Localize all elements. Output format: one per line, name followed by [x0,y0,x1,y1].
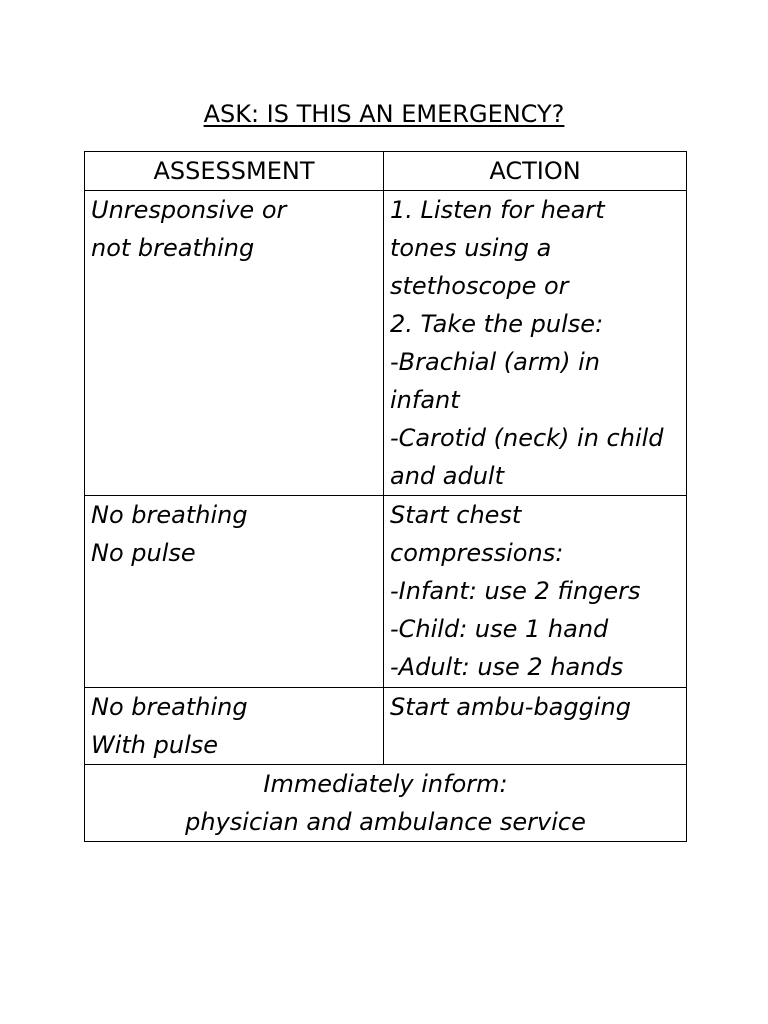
emergency-table [84,151,687,842]
page-title [0,97,768,131]
action-line: Start ambu-bagging [390,693,631,721]
action-line: stethoscope or [390,272,569,300]
action-line: infant [390,386,460,414]
assessment-line: No breathing [91,501,248,529]
assessment-cell [85,496,384,688]
assessment-line: No pulse [91,539,196,567]
footer-line: Immediately inform: [263,770,508,798]
assessment-cell [85,688,384,765]
action-line: -Child: use 1 hand [390,615,609,643]
action-cell [384,191,687,496]
page-title-text: ASK: IS THIS AN EMERGENCY? [203,100,565,128]
header-assessment: ASSESSMENT [85,152,384,191]
table-header-row [85,152,687,191]
action-line: -Brachial (arm) in [390,348,600,376]
action-line: tones using a [390,234,552,262]
assessment-line: not breathing [91,234,255,262]
header-action: ACTION [384,152,687,191]
footer-line: physician and ambulance service [185,808,586,836]
action-line: Start chest [390,501,522,529]
footer-cell [85,765,687,842]
action-cell [384,688,687,765]
assessment-line: Unresponsive or [91,196,287,224]
assessment-line: With pulse [91,731,219,759]
action-line: -Infant: use 2 fingers [390,577,641,605]
action-line: 2. Take the pulse: [390,310,604,338]
assessment-line: No breathing [91,693,248,721]
action-line: compressions: [390,539,564,567]
action-line: and adult [390,462,505,490]
action-line: 1. Listen for heart [390,196,605,224]
table-row [85,688,687,765]
action-line: -Carotid (neck) in child [390,424,664,452]
action-cell [384,496,687,688]
assessment-cell [85,191,384,496]
table-row [85,191,687,496]
table-footer-row [85,765,687,842]
table-row [85,496,687,688]
action-line: -Adult: use 2 hands [390,653,624,681]
